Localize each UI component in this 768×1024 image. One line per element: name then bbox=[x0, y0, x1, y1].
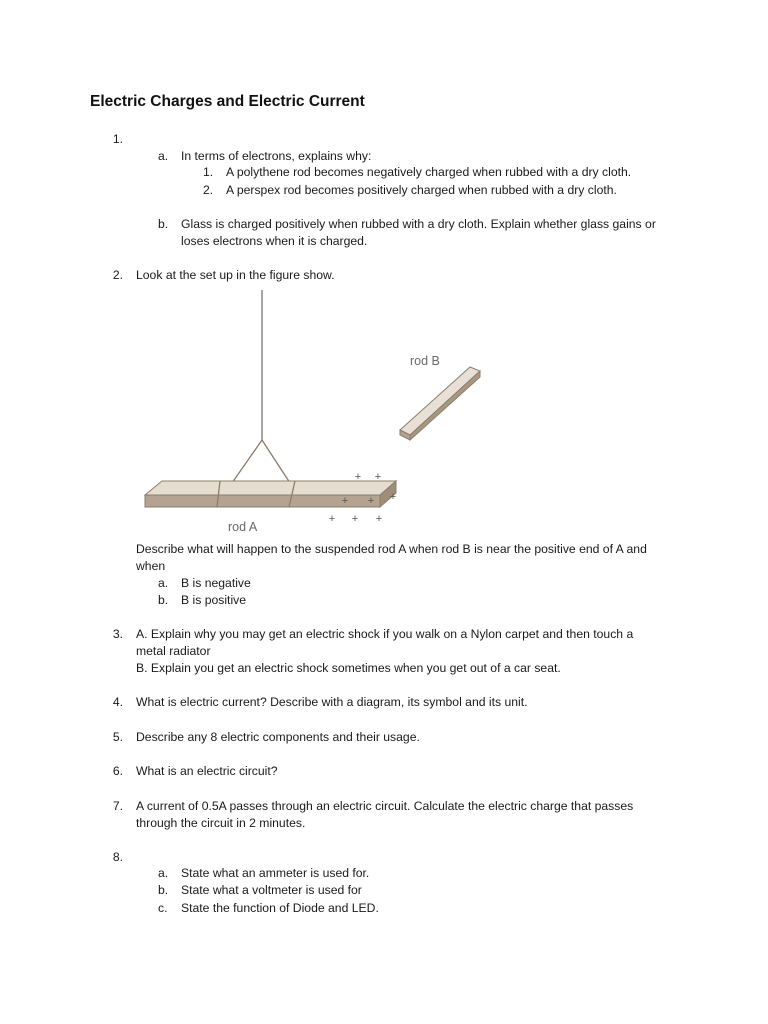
plus-sign: + bbox=[328, 513, 336, 525]
rods-figure bbox=[140, 285, 500, 543]
q7-number: 7. bbox=[112, 799, 123, 813]
q5-text: Describe any 8 electric components and their usage. bbox=[136, 730, 420, 744]
q2-text: Look at the set up in the figure show. bbox=[136, 268, 335, 282]
q1a1-marker: 1. bbox=[203, 165, 214, 179]
page-title: Electric Charges and Electric Current bbox=[90, 93, 365, 110]
q2-describe-line2: when bbox=[136, 559, 166, 573]
q6-text: What is an electric circuit? bbox=[136, 764, 278, 778]
q1b-text-line2: loses electrons when it is charged. bbox=[181, 234, 368, 248]
q3-line3: B. Explain you get an electric shock sometimes when you get out of a car seat. bbox=[136, 661, 561, 675]
q5-number: 5. bbox=[112, 730, 123, 744]
q1a2-marker: 2. bbox=[203, 183, 214, 197]
q3-number: 3. bbox=[112, 627, 123, 641]
q8b-marker: b. bbox=[158, 883, 169, 897]
q2a-marker: a. bbox=[158, 576, 169, 590]
q8a-marker: a. bbox=[158, 866, 169, 880]
q1a1-text: A polythene rod becomes negatively charged when rubbed with a dry cloth. bbox=[226, 165, 632, 179]
plus-sign: + bbox=[367, 495, 375, 507]
rod-b bbox=[400, 367, 480, 440]
q2-number: 2. bbox=[112, 268, 123, 282]
q2b-marker: b. bbox=[158, 593, 169, 607]
q8-number: 8. bbox=[112, 850, 123, 864]
cradle-string-left bbox=[232, 440, 262, 483]
rod-a bbox=[145, 481, 396, 507]
q7-line2: through the circuit in 2 minutes. bbox=[136, 816, 306, 830]
q6-number: 6. bbox=[112, 764, 123, 778]
plus-sign: + bbox=[351, 513, 359, 525]
plus-sign: + bbox=[375, 513, 383, 525]
q1a-marker: a. bbox=[158, 149, 169, 163]
rod-a-label: rod A bbox=[228, 520, 258, 534]
q8c-text: State the function of Diode and LED. bbox=[181, 901, 379, 915]
q1-number: 1. bbox=[112, 132, 123, 146]
rod-b-label: rod B bbox=[410, 354, 440, 368]
q1a-text: In terms of electrons, explains why: bbox=[181, 149, 372, 163]
q3-line1: A. Explain why you may get an electric shock if you walk on a Nylon carpet and then touch a bbox=[136, 627, 634, 641]
q2-describe-line1: Describe what will happen to the suspended rod A when rod B is near the positive end of A and bbox=[136, 542, 647, 556]
q2a-text: B is negative bbox=[181, 576, 251, 590]
plus-sign: + bbox=[354, 471, 362, 483]
q7-line1: A current of 0.5A passes through an electric circuit. Calculate the electric charge that passes bbox=[136, 799, 634, 813]
q8c-marker: c. bbox=[158, 901, 168, 915]
q3-line2: metal radiator bbox=[136, 644, 211, 658]
q1b-text-line1: Glass is charged positively when rubbed with a dry cloth. Explain whether glass gains or bbox=[181, 217, 656, 231]
q8b-text: State what a voltmeter is used for bbox=[181, 883, 362, 897]
q1b-marker: b. bbox=[158, 217, 169, 231]
plus-sign: + bbox=[341, 495, 349, 507]
q8a-text: State what an ammeter is used for. bbox=[181, 866, 370, 880]
plus-sign: + bbox=[374, 471, 382, 483]
cradle-string-right bbox=[262, 440, 290, 483]
q1a2-text: A perspex rod becomes positively charged when rubbed with a dry cloth. bbox=[226, 183, 617, 197]
q2b-text: B is positive bbox=[181, 593, 247, 607]
plus-sign: + bbox=[389, 491, 397, 503]
q4-text: What is electric current? Describe with a diagram, its symbol and its unit. bbox=[136, 695, 528, 709]
q4-number: 4. bbox=[112, 695, 123, 709]
